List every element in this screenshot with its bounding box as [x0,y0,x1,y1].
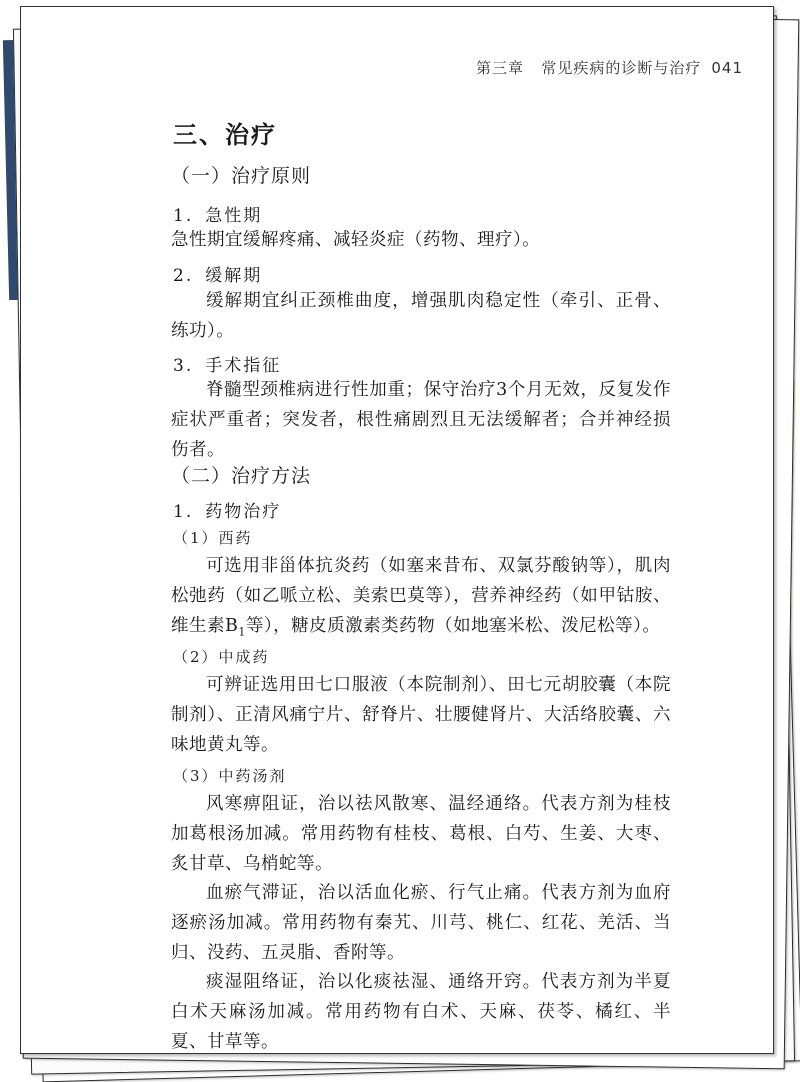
page-number: 041 [711,59,743,77]
paragraph-text: 可选用非甾体抗炎药（如塞来昔布、双氯芬酸钠等），肌肉松弛药（如乙哌立松、美索巴莫等），营养神经药（如甲钴胺、维生素B [171,556,671,636]
sub-item-title: （1）西药 [173,529,253,547]
subscript: 1 [238,625,246,639]
paragraph: 风寒痹阻证，治以祛风散寒、温经通络。代表方剂为桂枝加葛根汤加减。常用药物有桂枝、葛根、白芍、生姜、大枣、炙甘草、乌梢蛇等。 [171,794,671,874]
item-number: 1. [173,502,194,522]
sub-item-title: （2）中成药 [173,648,270,666]
item-number: 3. [173,356,194,376]
running-head-chapter: 第三章 [476,59,525,77]
paragraph: 脊髓型颈椎病进行性加重；保守治疗3个月无效，反复发作症状严重者；突发者，根性痛剧烈且无法缓解者；合并神经损伤者。 [171,380,671,460]
running-head [476,57,743,78]
item-heading [173,201,262,226]
paragraph [171,551,671,648]
subsection-title: （一）治疗原则 [171,165,312,187]
item-title: 药物治疗 [205,502,282,522]
paragraph: 急性期宜缓解疼痛、减轻炎症（药物、理疗）。 [171,230,541,250]
book-page [20,6,774,1054]
subsection-title: （二）治疗方法 [171,465,312,487]
paragraph-text: 等），糖皮质激素类药物（如地塞米松、泼尼松等）。 [245,616,661,636]
paragraph: 缓解期宜纠正颈椎曲度，增强肌肉稳定性（牵引、正骨、练功）。 [171,291,671,341]
paragraph: 可辨证选用田七口服液（本院制剂）、田七元胡胶囊（本院制剂）、正清风痛宁片、舒脊片、壮腰健肾片、大活络胶囊、六味地黄丸等。 [171,675,671,755]
paragraph: 痰湿阻络证，治以化痰祛湿、通络开窍。代表方剂为半夏白术天麻汤加减。常用药物有白术、天麻、茯苓、橘红、半夏、甘草等。 [171,972,671,1052]
item-heading [173,497,281,522]
item-heading [173,261,262,286]
item-number: 2. [173,266,194,286]
section-title: 三、治疗 [173,121,277,149]
item-title: 急性期 [205,206,263,226]
item-title: 缓解期 [205,266,263,286]
item-heading [173,351,281,376]
running-head-title: 常见疾病的诊断与治疗 [541,59,702,77]
sub-item-title: （3）中药汤剂 [173,767,287,785]
item-number: 1. [173,206,194,226]
paragraph: 血瘀气滞证，治以活血化瘀、行气止痛。代表方剂为血府逐瘀汤加减。常用药物有秦艽、川芎、桃仁、红花、羌活、当归、没药、五灵脂、香附等。 [171,883,671,963]
item-title: 手术指征 [205,356,282,376]
